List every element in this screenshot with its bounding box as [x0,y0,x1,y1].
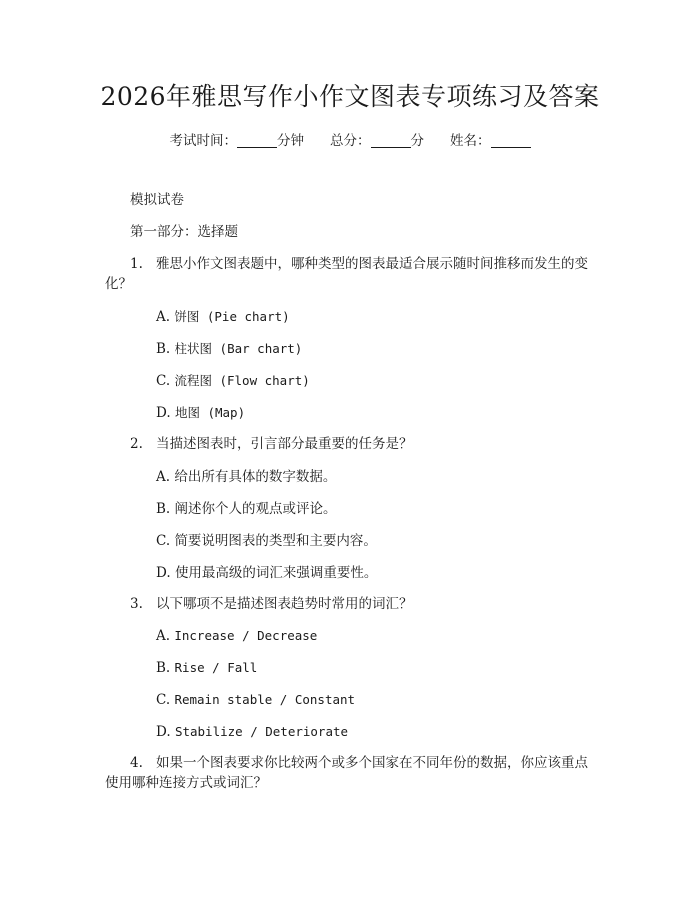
question-2 [105,434,605,454]
name-blank [491,133,531,148]
time-unit: 分钟 [277,133,304,149]
question-text: 雅思小作文图表题中，哪种类型的图表最适合展示随时间推移而发生的变 [156,256,588,272]
question-1 [105,254,605,274]
time-blank [237,133,277,148]
option-3d: D. Stabilize / Deteriorate [156,724,349,740]
question-1-cont: 化？ [105,276,132,292]
option-1d: D. 地图 (Map) [156,405,246,421]
score-unit: 分 [410,133,424,149]
question-text: 以下哪项不是描述图表趋势时常用的词汇？ [156,596,413,612]
question-4 [105,753,605,773]
question-text: 当描述图表时，引言部分最重要的任务是？ [156,436,413,452]
option-2c: C. 简要说明图表的类型和主要内容。 [156,533,377,549]
option-1b: B. 柱状图 (Bar chart) [156,341,303,357]
page-title: 2026年雅思写作小作文图表专项练习及答案 [100,82,600,111]
exam-meta [0,131,700,151]
question-number: 2. [130,436,143,452]
paper-label: 模拟试卷 [130,192,184,208]
option-3b: B. Rise / Fall [156,660,258,676]
option-2a: A. 给出所有具体的数字数据。 [156,469,337,485]
option-2b: B. 阐述你个人的观点或评论。 [156,501,337,517]
question-text: 如果一个图表要求你比较两个或多个国家在不同年份的数据，你应该重点 [156,755,588,771]
score-blank [371,133,411,148]
time-label: 考试时间： [169,133,237,149]
option-1c: C. 流程图 (Flow chart) [156,373,310,389]
option-3a: A. Increase / Decrease [156,628,318,644]
question-number: 3. [130,596,143,612]
score-label: 总分： [330,133,371,149]
part-title: 第一部分：选择题 [130,224,238,240]
question-number: 1. [130,256,143,272]
option-2d: D. 使用最高级的词汇来强调重要性。 [156,565,378,581]
name-label: 姓名： [450,133,491,149]
question-number: 4. [130,755,143,771]
question-4-cont: 使用哪种连接方式或词汇？ [105,775,267,791]
question-3 [105,594,605,614]
option-3c: C. Remain stable / Constant [156,692,356,708]
option-1a: A. 饼图 (Pie chart) [156,309,290,325]
